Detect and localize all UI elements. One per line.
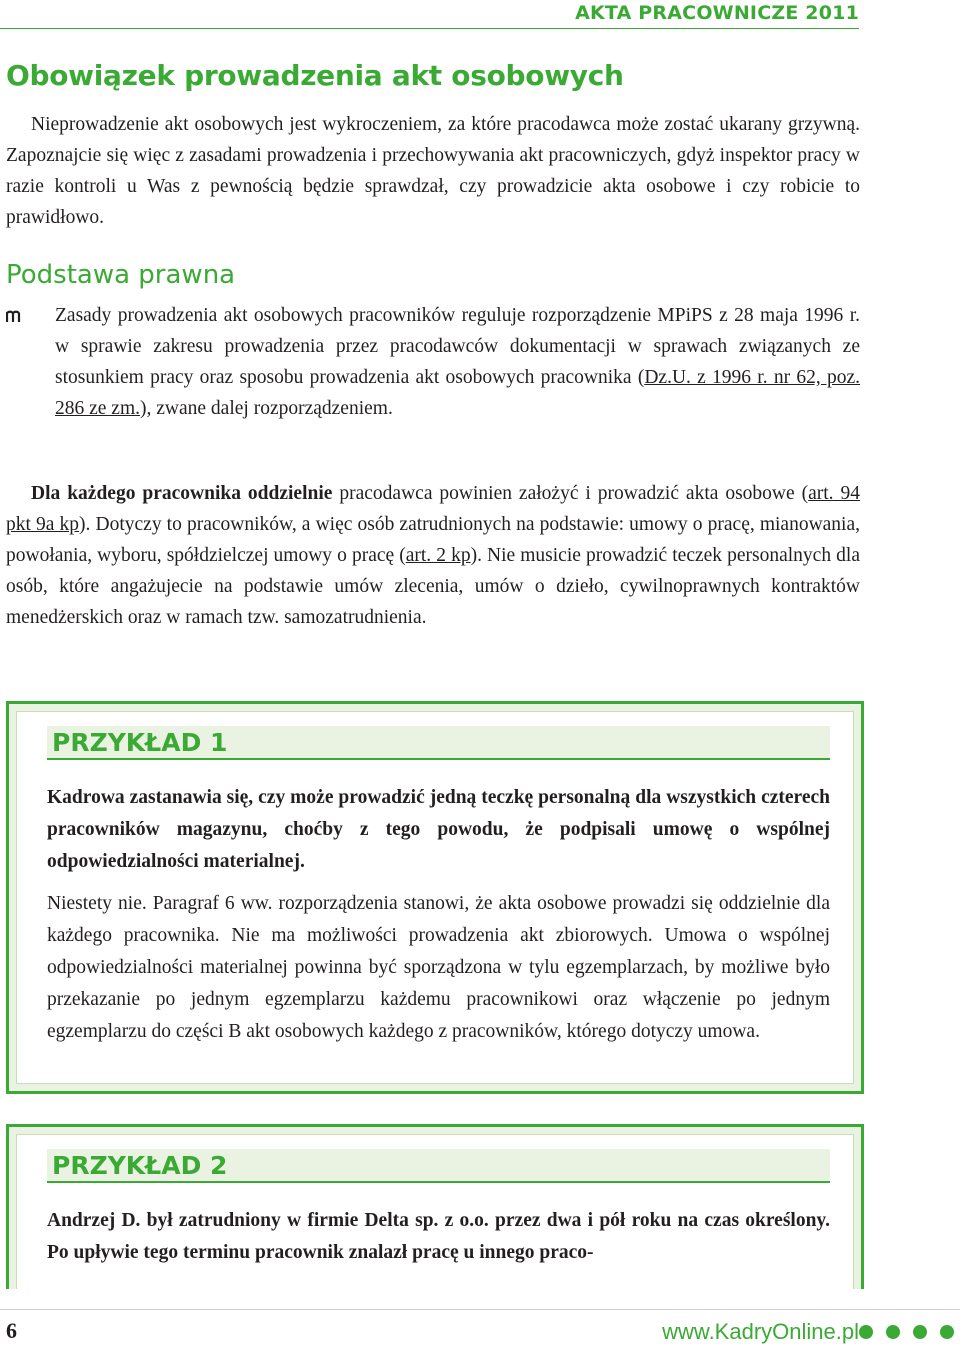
- example-box-2-inner: [16, 1134, 854, 1289]
- article-link-94[interactable]: art. 94 pkt 9a kp: [6, 483, 860, 535]
- intro-paragraph: Nieprowadzenie akt osobowych jest wykroczeniem, za które pracodawca może zostać ukarany grzywną. Zapoznajcie się więc z zasadami prowadzenia i przechowywania akt pracowniczych, gdyż inspektor pracy w razie kontroli u Was z pewnością będzie sprawdzał, czy prowadzicie akta osobowe i czy robicie to prawidłowo.: [6, 114, 860, 228]
- footer-rule: [0, 1309, 960, 1310]
- section-title-obligation: Obowiązek prowadzenia akt osobowych: [6, 59, 624, 92]
- obligation-text-2: ). Dotyczy to pracowników, a więc osób zatrudnionych na podstawie: umowy o pracę, mianowania, powołania, wyboru, spółdzielczej umowy o pracę (: [6, 514, 861, 566]
- footer-dot-icon: [940, 1325, 954, 1339]
- bullet-icon: [6, 309, 22, 323]
- footer-dot-icon: [886, 1325, 900, 1339]
- example-box-1: [6, 701, 864, 1094]
- example-box-1-inner: [16, 711, 854, 1084]
- legal-basis-before: Zasady prowadzenia akt osobowych pracowników reguluje rozporządzenie MPiPS z 28 maja 1996 r. w sprawie zakresu prowadzenia przez pracodawców dokumentacji w sprawach związanych ze stosunkiem pracy oraz sposobu prowadzenia akt osobowych pracownika (: [55, 305, 860, 388]
- obligation-text-3: ). Nie musicie prowadzić teczek personalnych dla osób, które angażujecie na podstawie umów zlecenia, umów o dzieło, cywilnoprawnych kontraktów menedżerskich oraz w ramach tzw. samozatrudnienia.: [6, 545, 860, 628]
- header-rule: [0, 28, 859, 29]
- footer-dot-icon: [859, 1325, 873, 1339]
- footer-website-link[interactable]: www.KadryOnline.pl: [662, 1319, 859, 1344]
- example-box-2: [6, 1124, 864, 1289]
- footer-dot-icon: [913, 1325, 927, 1339]
- example-2-title: PRZYKŁAD 2: [47, 1149, 830, 1183]
- running-header: AKTA PRACOWNICZE 2011: [575, 2, 859, 24]
- example-1-title: PRZYKŁAD 1: [47, 726, 830, 760]
- example-1-question: Kadrowa zastanawia się, czy może prowadzić jedną teczkę personalną dla wszystkich czterech pracowników magazynu, choćby z tego powodu, że podpisali umowę o wspólnej odpowiedzialności materialnej.: [47, 787, 830, 872]
- legal-basis-text: [55, 300, 860, 424]
- obligation-text-1: pracodawca powinien założyć i prowadzić akta osobowe (: [332, 483, 809, 504]
- section-title-legal-basis: Podstawa prawna: [6, 260, 236, 290]
- page-number: 6: [6, 1318, 17, 1343]
- obligation-lead: Dla każdego pracownika oddzielnie: [31, 483, 333, 504]
- article-link-2[interactable]: art. 2 kp: [405, 545, 471, 566]
- legal-basis-after: ), zwane dalej rozporządzeniem.: [140, 398, 393, 419]
- obligation-paragraph: [6, 478, 860, 633]
- legal-reference-link[interactable]: Dz.U. z 1996 r. nr 62, poz. 286 ze zm.: [55, 367, 860, 419]
- example-2-question: Andrzej D. był zatrudniony w firmie Delta sp. z o.o. przez dwa i pół roku na czas określony. Po upływie tego terminu pracownik znalazł pracę u innego praco-: [47, 1210, 830, 1263]
- example-1-answer: Niestety nie. Paragraf 6 ww. rozporządzenia stanowi, że akta osobowe prowadzi się oddzielnie dla każdego pracownika. Nie ma możliwości prowadzenia akt zbiorowych. Umowa o wspólnej odpowiedzialności materialnej powinna być sporządzona w tylu egzemplarzach, by możliwe było przekazanie po jednym egzemplarzu każdemu pracownikowi oraz włączenie po jednym egzemplarzu do części B akt osobowych każdego z pracowników, którego dotyczy umowa.: [47, 893, 830, 1042]
- footer-dots: [859, 1325, 954, 1339]
